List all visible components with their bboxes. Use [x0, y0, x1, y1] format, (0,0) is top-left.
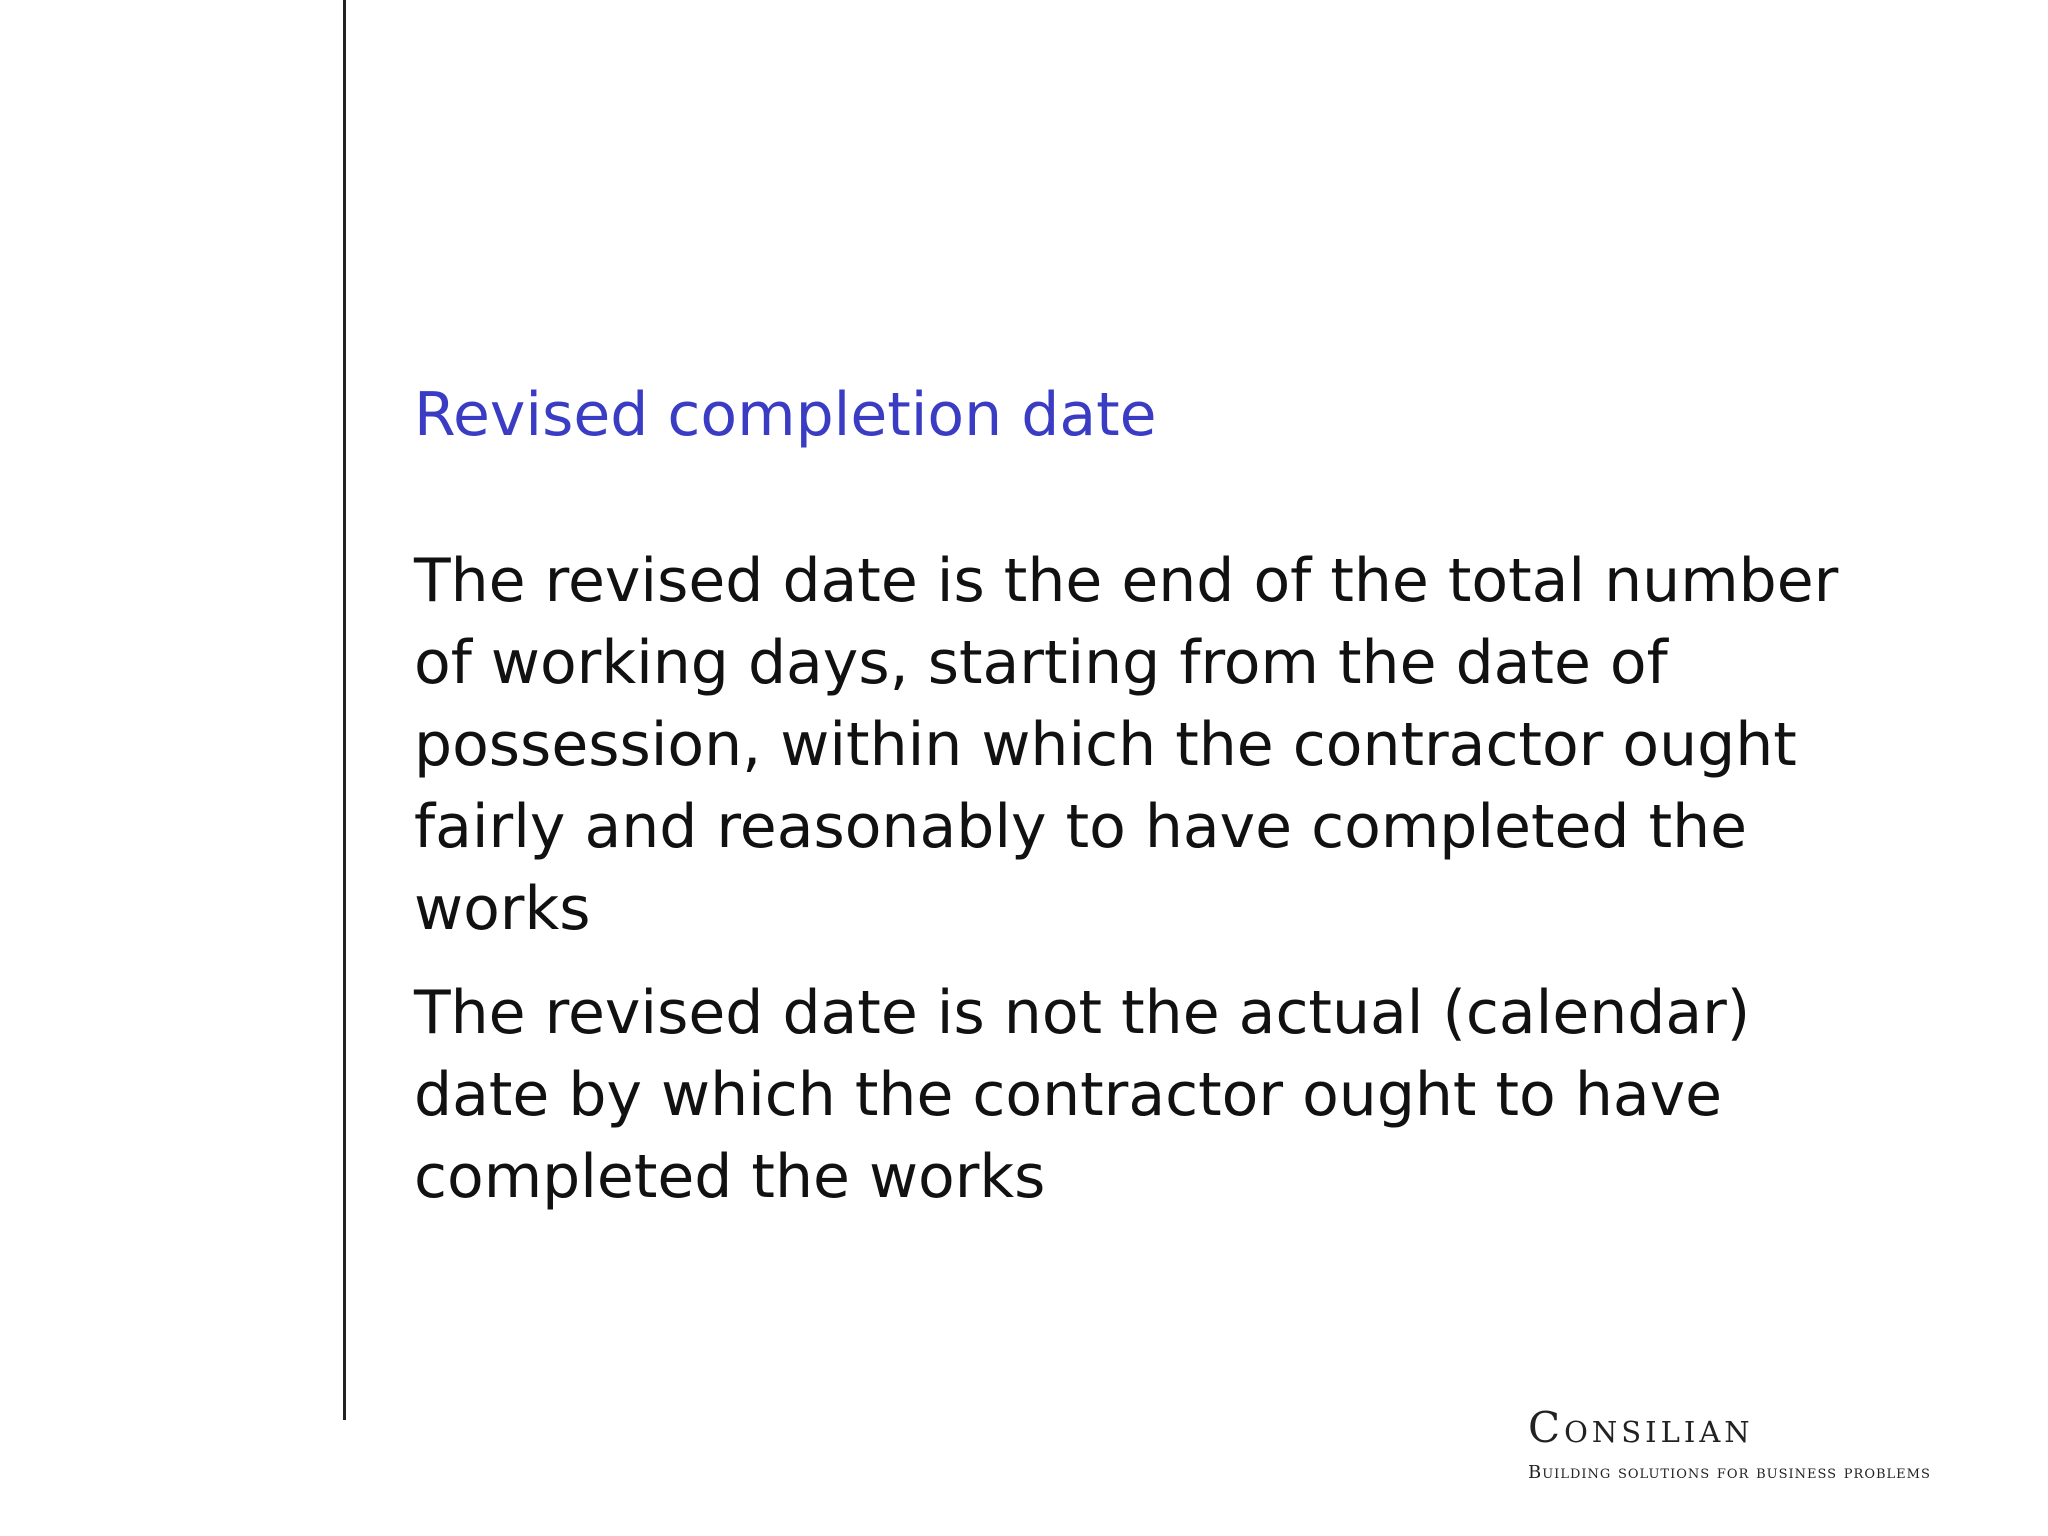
body-paragraph-1: The revised date is the end of the total number of working days, starting from the date of possession, within which the contractor ought fairly and reasonably to have completed the works [414, 546, 1839, 944]
brand-tagline: Building solutions for business problems [1528, 1462, 1931, 1483]
brand-name: Consilian [1528, 1403, 1754, 1452]
slide-title: Revised completion date [414, 380, 1157, 450]
body-paragraph-2: The revised date is not the actual (calendar) date by which the contractor ought to have completed the works [414, 978, 1751, 1212]
vertical-divider-line [343, 0, 346, 1420]
brand-logo [1528, 1400, 1968, 1486]
slide-body [414, 540, 1854, 1240]
